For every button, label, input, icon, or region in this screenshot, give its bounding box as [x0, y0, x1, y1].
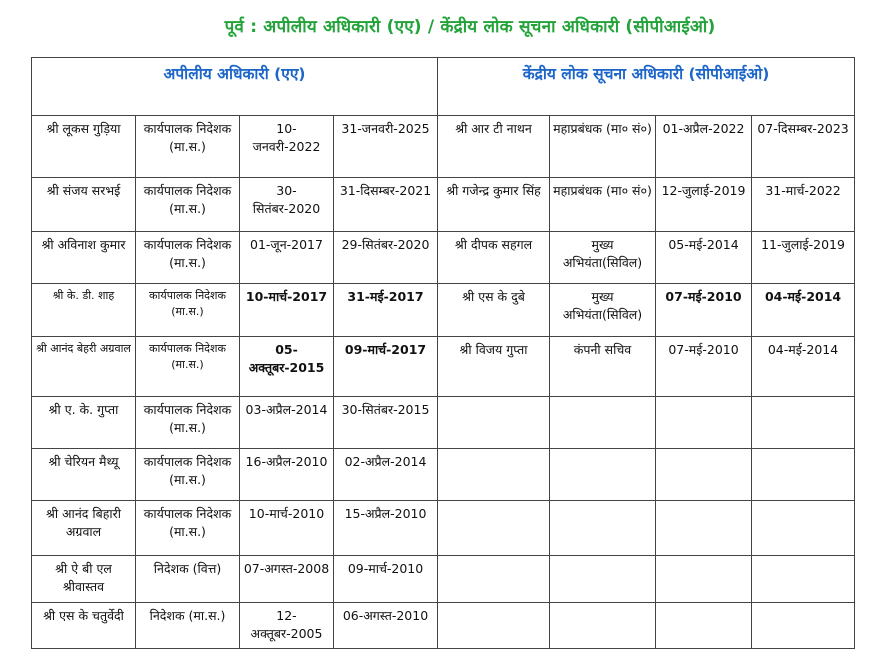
table-body — [32, 116, 855, 649]
aa-from-date-cell: 10-मार्च-2017 — [240, 284, 334, 337]
aa-name-cell: श्री आनंद बिहारी अग्रवाल — [32, 501, 136, 556]
cpio-to-date-cell — [752, 501, 855, 556]
aa-to-date-cell: 09-मार्च-2010 — [334, 556, 438, 603]
cpio-designation-cell: महाप्रबंधक (मा० सं०) — [550, 178, 656, 232]
cpio-name-cell: श्री दीपक सहगल — [438, 232, 550, 284]
aa-to-date-cell: 09-मार्च-2017 — [334, 337, 438, 397]
page-title: पूर्व : अपीलीय अधिकारी (एए) / केंद्रीय लोक सूचना अधिकारी (सीपीआईओ) — [224, 17, 716, 37]
cpio-from-date-cell: 05-मई-2014 — [656, 232, 752, 284]
cpio-to-date-cell: 11-जुलाई-2019 — [752, 232, 855, 284]
aa-from-date-cell: 10-जनवरी-2022 — [240, 116, 334, 178]
cpio-from-date-cell — [656, 556, 752, 603]
aa-name-cell: श्री के. डी. शाह — [32, 284, 136, 337]
cpio-designation-cell: मुख्य अभियंता(सिविल) — [550, 284, 656, 337]
cpio-designation-cell — [550, 397, 656, 449]
table-row — [32, 397, 855, 449]
cpio-designation-cell — [550, 501, 656, 556]
aa-from-date-cell: 30-सितंबर-2020 — [240, 178, 334, 232]
aa-name-cell: श्री ए. के. गुप्ता — [32, 397, 136, 449]
cpio-name-cell — [438, 603, 550, 649]
table-row — [32, 603, 855, 649]
aa-name-cell: श्री एस के चतुर्वेदी — [32, 603, 136, 649]
aa-designation-cell: कार्यपालक निदेशक (मा.स.) — [136, 337, 240, 397]
cpio-designation-cell — [550, 449, 656, 501]
aa-designation-cell: निदेशक (मा.स.) — [136, 603, 240, 649]
aa-from-date-cell: 03-अप्रैल-2014 — [240, 397, 334, 449]
aa-to-date-cell: 02-अप्रैल-2014 — [334, 449, 438, 501]
cpio-name-cell — [438, 397, 550, 449]
cpio-to-date-cell — [752, 556, 855, 603]
cpio-from-date-cell — [656, 397, 752, 449]
aa-designation-cell: निदेशक (वित्त) — [136, 556, 240, 603]
cpio-to-date-cell: 04-मई-2014 — [752, 284, 855, 337]
section-header-row — [32, 58, 855, 116]
aa-name-cell: श्री लूकस गुड़िया — [32, 116, 136, 178]
aa-from-date-cell: 05-अक्तूबर-2015 — [240, 337, 334, 397]
cpio-from-date-cell — [656, 501, 752, 556]
aa-designation-cell: कार्यपालक निदेशक (मा.स.) — [136, 232, 240, 284]
aa-to-date-cell: 31-दिसम्बर-2021 — [334, 178, 438, 232]
cpio-designation-cell: महाप्रबंधक (मा० सं०) — [550, 116, 656, 178]
aa-name-cell: श्री ऐ बी एल श्रीवास्तव — [32, 556, 136, 603]
cpio-from-date-cell — [656, 603, 752, 649]
aa-from-date-cell: 12-अक्तूबर-2005 — [240, 603, 334, 649]
aa-to-date-cell: 15-अप्रैल-2010 — [334, 501, 438, 556]
aa-to-date-cell: 06-अगस्त-2010 — [334, 603, 438, 649]
cpio-from-date-cell: 01-अप्रैल-2022 — [656, 116, 752, 178]
cpio-name-cell: श्री एस के दुबे — [438, 284, 550, 337]
cpio-to-date-cell: 31-मार्च-2022 — [752, 178, 855, 232]
table-row — [32, 232, 855, 284]
cpio-name-cell — [438, 556, 550, 603]
aa-designation-cell: कार्यपालक निदेशक (मा.स.) — [136, 178, 240, 232]
aa-to-date-cell: 29-सितंबर-2020 — [334, 232, 438, 284]
cpio-name-cell — [438, 501, 550, 556]
cpio-from-date-cell: 12-जुलाई-2019 — [656, 178, 752, 232]
aa-name-cell: श्री आनंद बेहरी अग्रवाल — [32, 337, 136, 397]
cpio-to-date-cell: 04-मई-2014 — [752, 337, 855, 397]
officers-table — [31, 57, 855, 649]
aa-from-date-cell: 10-मार्च-2010 — [240, 501, 334, 556]
aa-designation-cell: कार्यपालक निदेशक (मा.स.) — [136, 116, 240, 178]
cpio-to-date-cell — [752, 603, 855, 649]
aa-name-cell: श्री अविनाश कुमार — [32, 232, 136, 284]
cpio-designation-cell: कंपनी सचिव — [550, 337, 656, 397]
cpio-from-date-cell: 07-मई-2010 — [656, 337, 752, 397]
aa-section-header: अपीलीय अधिकारी (एए) — [32, 58, 438, 116]
table-row — [32, 284, 855, 337]
aa-from-date-cell: 07-अगस्त-2008 — [240, 556, 334, 603]
aa-from-date-cell: 16-अप्रैल-2010 — [240, 449, 334, 501]
cpio-name-cell: श्री विजय गुप्ता — [438, 337, 550, 397]
cpio-to-date-cell: 07-दिसम्बर-2023 — [752, 116, 855, 178]
cpio-designation-cell — [550, 603, 656, 649]
cpio-to-date-cell — [752, 397, 855, 449]
aa-to-date-cell: 30-सितंबर-2015 — [334, 397, 438, 449]
table-row — [32, 337, 855, 397]
table-row — [32, 178, 855, 232]
aa-name-cell: श्री संजय सरभई — [32, 178, 136, 232]
aa-to-date-cell: 31-मई-2017 — [334, 284, 438, 337]
aa-designation-cell: कार्यपालक निदेशक (मा.स.) — [136, 501, 240, 556]
cpio-from-date-cell: 07-मई-2010 — [656, 284, 752, 337]
aa-to-date-cell: 31-जनवरी-2025 — [334, 116, 438, 178]
cpio-name-cell: श्री आर टी नाथन — [438, 116, 550, 178]
cpio-name-cell — [438, 449, 550, 501]
aa-designation-cell: कार्यपालक निदेशक (मा.स.) — [136, 449, 240, 501]
cpio-to-date-cell — [752, 449, 855, 501]
cpio-name-cell: श्री गजेन्द्र कुमार सिंह — [438, 178, 550, 232]
table-row — [32, 501, 855, 556]
aa-name-cell: श्री चेरियन मैथ्यू — [32, 449, 136, 501]
cpio-section-header: केंद्रीय लोक सूचना अधिकारी (सीपीआईओ) — [438, 58, 855, 116]
table-row — [32, 116, 855, 178]
cpio-designation-cell — [550, 556, 656, 603]
table-row — [32, 449, 855, 501]
cpio-from-date-cell — [656, 449, 752, 501]
aa-from-date-cell: 01-जून-2017 — [240, 232, 334, 284]
table-row — [32, 556, 855, 603]
aa-designation-cell: कार्यपालक निदेशक (मा.स.) — [136, 397, 240, 449]
cpio-designation-cell: मुख्य अभियंता(सिविल) — [550, 232, 656, 284]
aa-designation-cell: कार्यपालक निदेशक (मा.स.) — [136, 284, 240, 337]
